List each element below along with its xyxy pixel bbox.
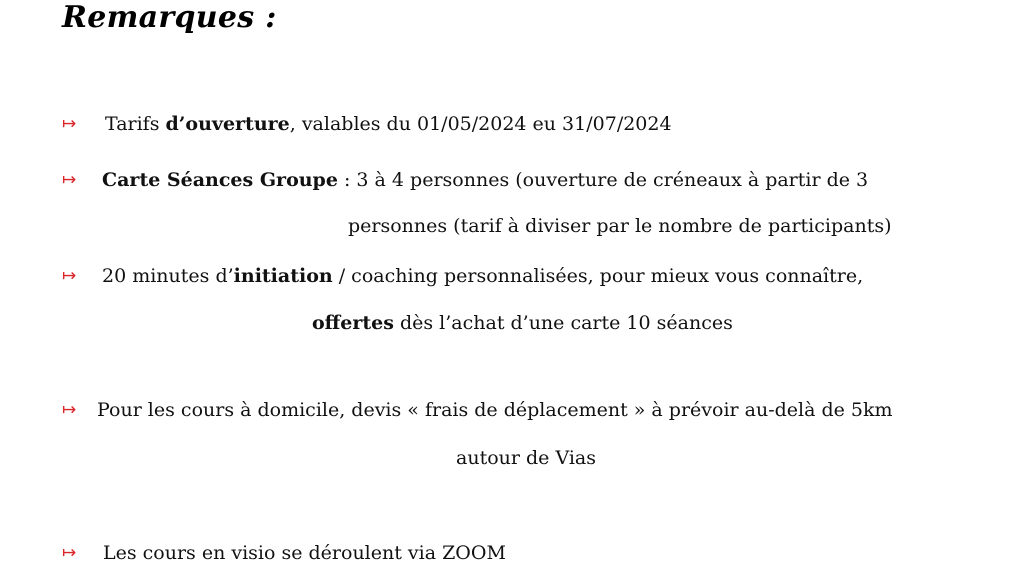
item-5-line-1: Les cours en visio se déroulent via ZOOM [103, 542, 506, 564]
item-2-line-1: Carte Séances Groupe : 3 à 4 personnes (ouverture de créneaux à partir de 3 [102, 169, 869, 191]
item-1-line-1: Tarifs d’ouverture, valables du 01/05/2024 eu 31/07/2024 [105, 113, 672, 135]
item-4-line-2: autour de Vias [456, 447, 596, 469]
arrow-bullet-icon: ↦ [62, 266, 77, 286]
page-title: Remarques : [62, 0, 277, 35]
item-2-line-2: personnes (tarif à diviser par le nombre de participants) [348, 215, 892, 237]
arrow-bullet-icon: ↦ [62, 400, 77, 420]
item-3-line-1: 20 minutes d’initiation / coaching personnalisées, pour mieux vous connaître, [102, 265, 864, 287]
item-3-line-2: offertes dès l’achat d’une carte 10 séances [312, 312, 733, 334]
item-4-line-1: Pour les cours à domicile, devis « frais de déplacement » à prévoir au-delà de 5km [97, 399, 893, 421]
arrow-bullet-icon: ↦ [62, 543, 77, 563]
arrow-bullet-icon: ↦ [62, 114, 77, 134]
arrow-bullet-icon: ↦ [62, 170, 77, 190]
